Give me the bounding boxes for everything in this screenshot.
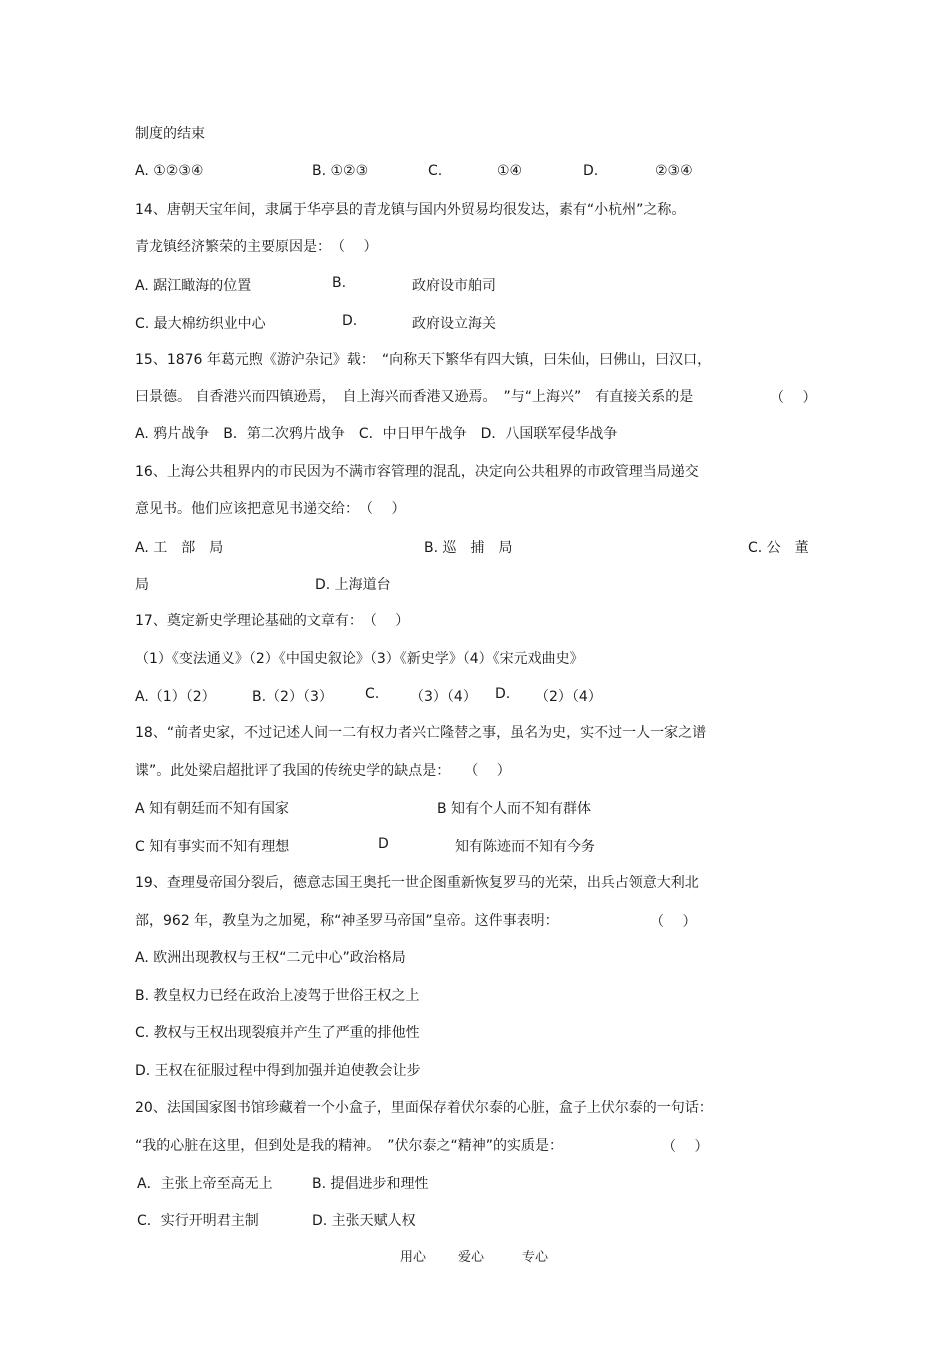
q13-option-d-text: ②③④: [655, 163, 693, 179]
q14-option-b-label: B.: [332, 275, 347, 291]
q17-option-a: A.（1）（2）: [135, 689, 216, 705]
q17-option-c-label: C.: [365, 686, 380, 702]
q18-option-c: C 知有事实而不知有理想: [135, 839, 290, 855]
q16-stem-1: 16、上海公共租界内的市民因为不满市容管理的混乱，决定向公共租界的市政管理当局递交: [135, 464, 699, 480]
q13-option-a: A. ①②③④: [135, 163, 204, 179]
q14-option-d-label: D.: [342, 313, 358, 329]
q17-option-b: B.（2）（3）: [252, 689, 333, 705]
q20-answer-bracket: （ ）: [662, 1139, 709, 1155]
q18-stem-2: 谍”。此处梁启超批评了我国的传统史学的缺点是： （ ）: [135, 763, 511, 779]
q20-option-d: D. 主张天赋人权: [312, 1213, 416, 1229]
footer-text-1: 用心: [400, 1250, 427, 1265]
q16-stem-2: 意见书。他们应该把意见书递交给： （ ）: [135, 501, 406, 517]
footer-text-3: 专心: [522, 1250, 549, 1265]
q19-option-b: B. 教皇权力已经在政治上凌驾于世俗王权之上: [135, 988, 420, 1004]
q13-option-c-label: C.: [428, 163, 443, 179]
q18-stem-1: 18、“前者史家，不过记述人间一二有权力者兴亡隆替之事，虽名为史，实不过一人一家之谱: [135, 725, 707, 741]
q20-option-b: B. 提倡进步和理性: [312, 1176, 429, 1192]
footer-text-2: 爱心: [458, 1250, 485, 1265]
q16-option-b: B. 巡 捕 局: [424, 540, 513, 556]
q14-option-d-text: 政府设立海关: [412, 316, 496, 332]
q17-option-d-text: （2）（4）: [535, 689, 602, 705]
q16-option-c: C. 公 董: [748, 540, 809, 556]
q14-option-a: A. 踞江瞰海的位置: [135, 278, 252, 294]
q20-option-a: A．主张上帝至高无上: [137, 1176, 273, 1192]
q19-option-d: D. 王权在征服过程中得到加强并迫使教会让步: [135, 1063, 421, 1079]
q19-option-a: A. 欧洲出现教权与王权“二元中心”政治格局: [135, 950, 406, 966]
q14-stem-2: 青龙镇经济繁荣的主要原因是： （ ）: [135, 239, 378, 255]
q19-option-c: C. 教权与王权出现裂痕并产生了严重的排他性: [135, 1025, 420, 1041]
q17-option-d-label: D.: [495, 686, 511, 702]
q13-option-d-label: D.: [583, 163, 599, 179]
q14-option-c: C. 最大棉纺织业中心: [135, 316, 266, 332]
q18-option-a: A 知有朝廷而不知有国家: [135, 801, 290, 817]
q13-option-c-text: ①④: [497, 163, 523, 179]
q16-option-a: A. 工 部 局: [135, 540, 224, 556]
q18-option-d-text: 知有陈迹而不知有今务: [455, 839, 595, 855]
q20-stem-2: “我的心脏在这里，但到处是我的精神。 ”伏尔泰之“精神”的实质是：: [135, 1138, 564, 1154]
q18-option-b: B 知有个人而不知有群体: [437, 801, 592, 817]
q15-answer-bracket: （ ）: [770, 390, 817, 406]
q20-option-c: C．实行开明君主制: [137, 1213, 259, 1229]
q14-option-b-text: 政府设市舶司: [412, 278, 496, 294]
q14-stem-1: 14、唐朝天宝年间，隶属于华亭县的青龙镇与国内外贸易均很发达，素有“小杭州”之称。: [135, 202, 686, 218]
text-line: 制度的结束: [135, 126, 205, 142]
q20-stem-1: 20、法国国家图书馆珍藏着一个小盒子，里面保存着伏尔泰的心脏，盒子上伏尔泰的一句话：: [135, 1100, 713, 1116]
q16-option-c-cont: 局: [135, 577, 149, 593]
q19-answer-bracket: （ ）: [650, 914, 697, 930]
q19-stem-2: 部，962 年，教皇为之加冕，称“神圣罗马帝国”皇帝。这件事表明：: [135, 913, 559, 929]
q19-stem-1: 19、查理曼帝国分裂后，德意志国王奥托一世企图重新恢复罗马的光荣，出兵占领意大利北: [135, 875, 699, 891]
q16-option-d: D. 上海道台: [315, 577, 391, 593]
q17-option-c-text: （3）（4）: [410, 689, 477, 705]
q18-option-d-label: D: [378, 836, 389, 852]
q17-stem: 17、奠定新史学理论基础的文章有： （ ）: [135, 613, 410, 629]
q17-works: （1）《变法通义》（2）《中国史叙论》（3）《新史学》（4）《宋元戏曲史》: [135, 651, 584, 667]
q15-options: A. 鸦片战争 B．第二次鸦片战争 C．中日甲午战争 D．八国联军侵华战争: [135, 426, 618, 442]
q15-stem-1: 15、1876 年葛元煦《游沪杂记》载： “向称天下繁华有四大镇，曰朱仙，曰佛山，曰汉口，: [135, 352, 712, 368]
q13-option-b: B. ①②③: [312, 163, 369, 179]
q15-stem-2: 曰景德。 自香港兴而四镇逊焉， 自上海兴而香港又逊焉。 ”与“上海兴” 有直接关系的是: [135, 389, 694, 405]
